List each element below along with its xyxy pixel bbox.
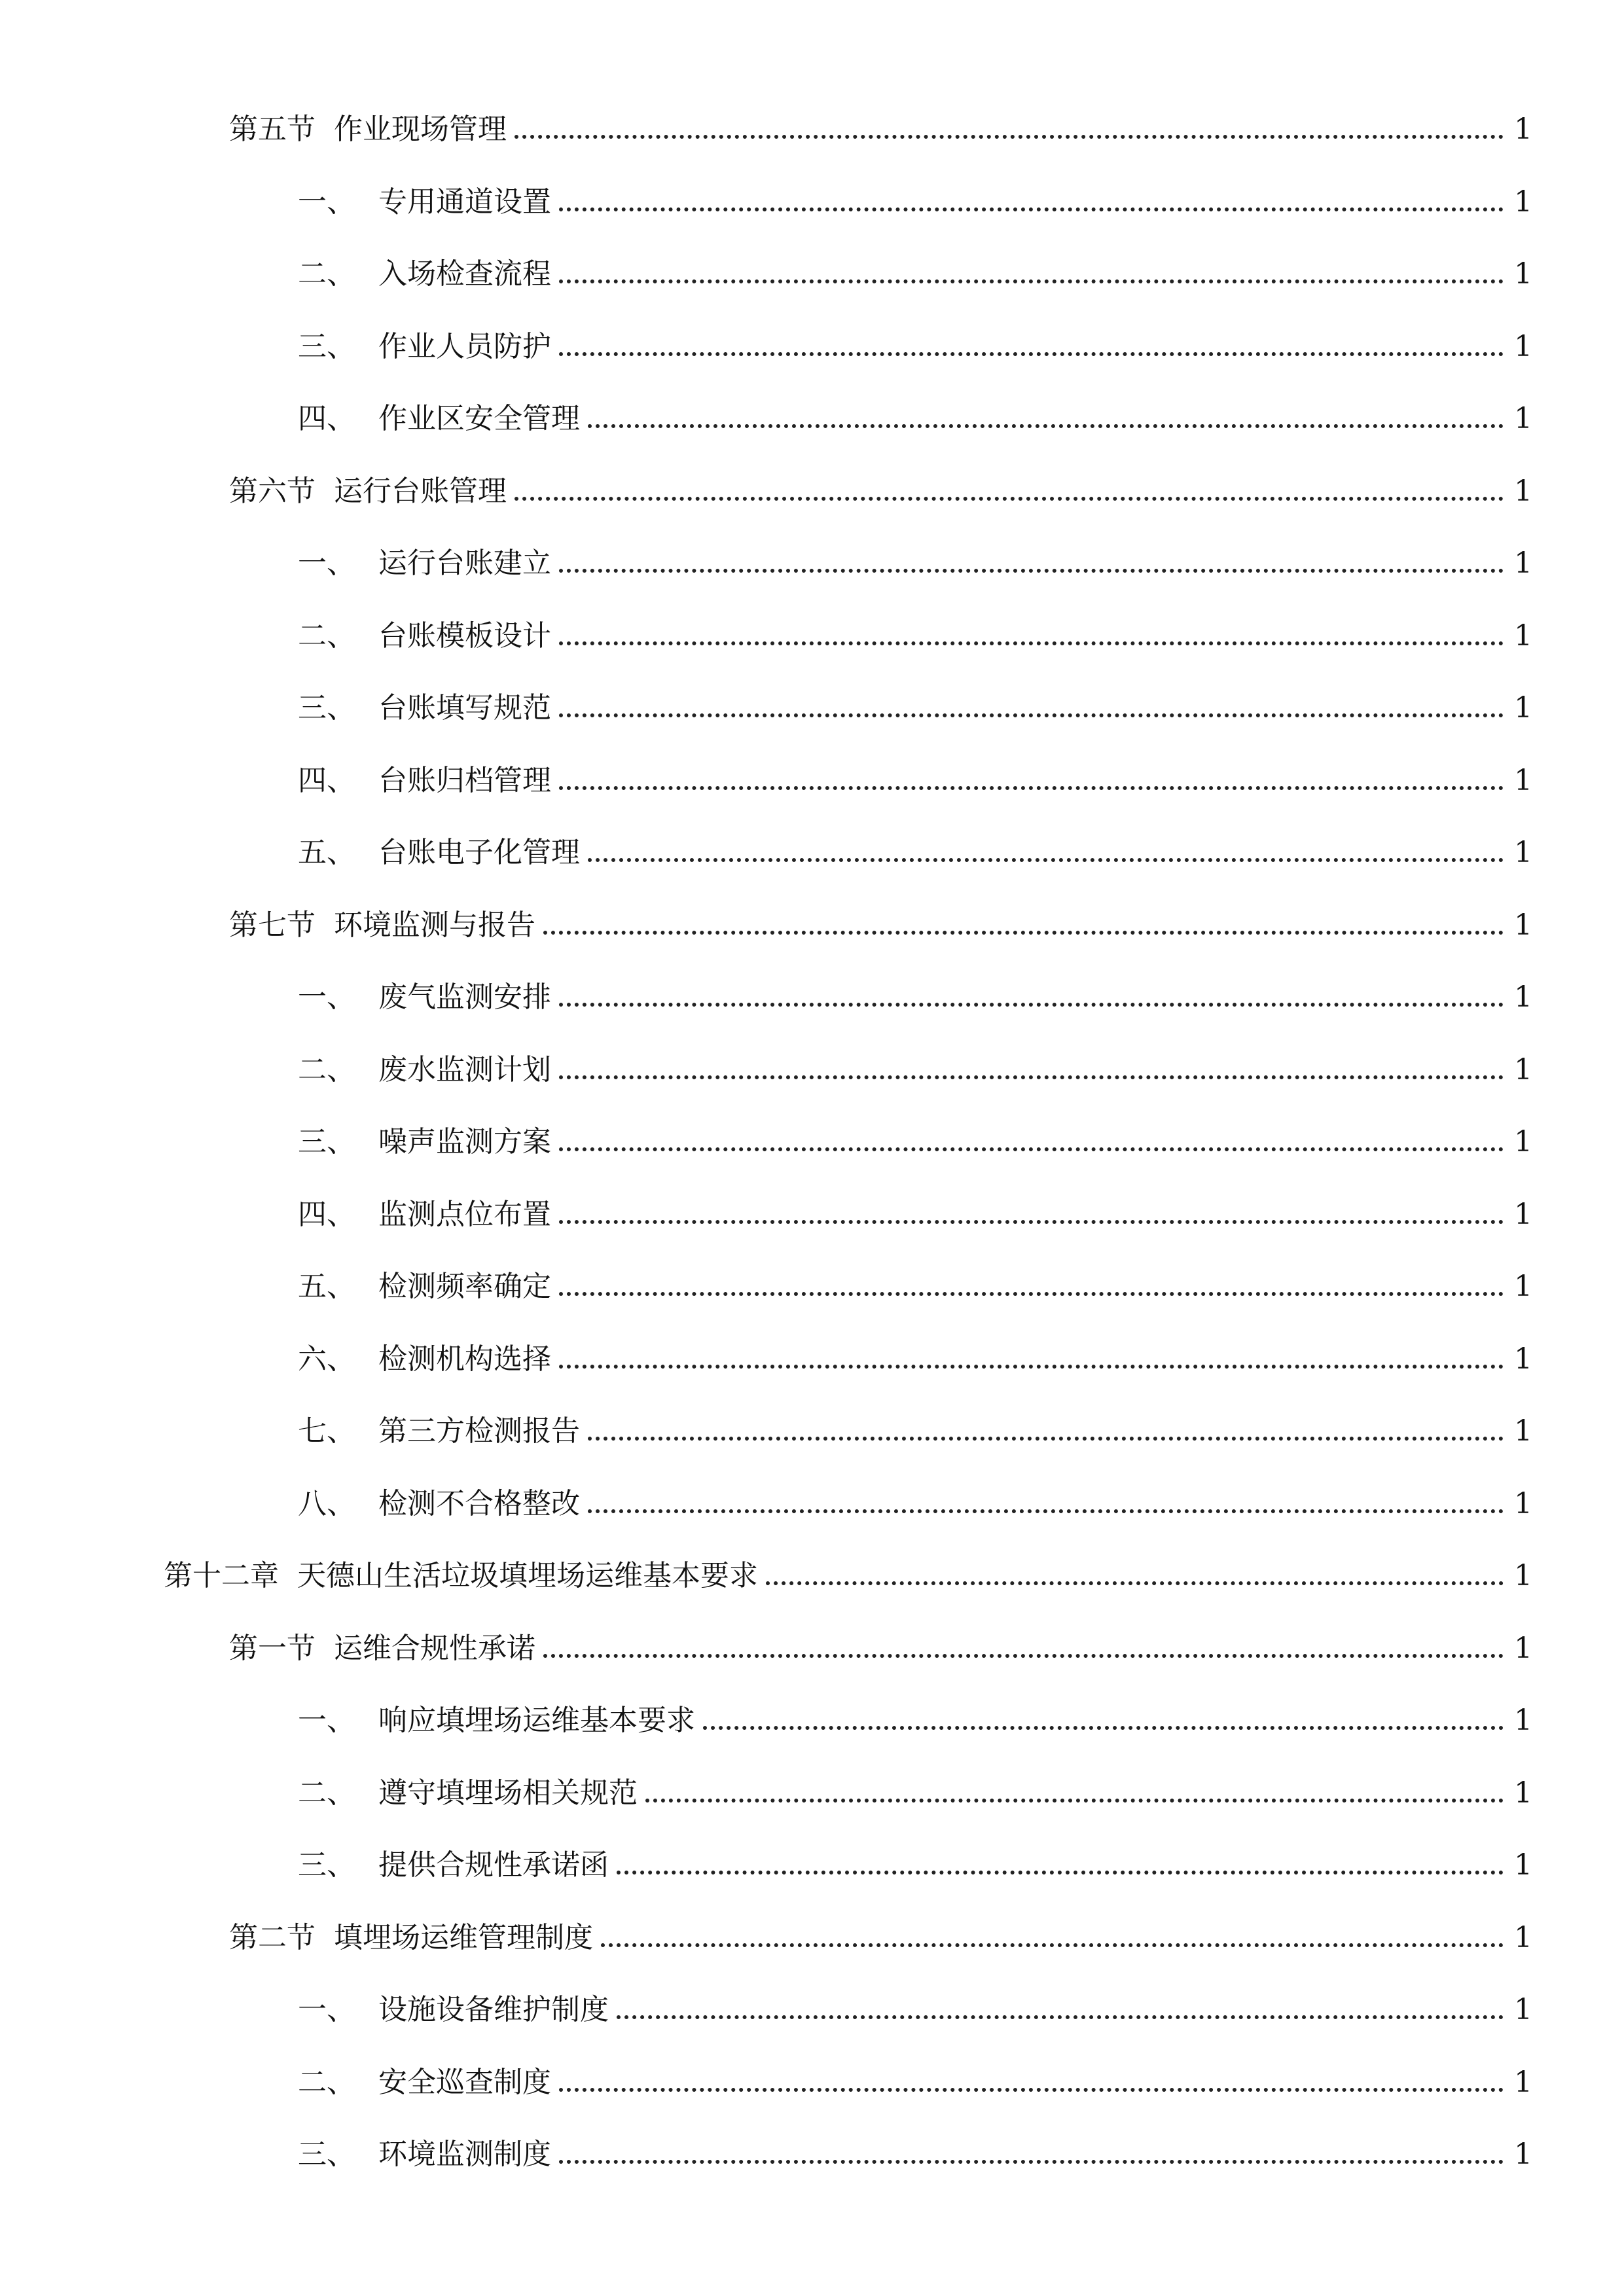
dot-leader bbox=[588, 858, 1504, 862]
dot-leader bbox=[559, 641, 1504, 645]
toc-entry-page-number: 1 bbox=[1514, 185, 1532, 219]
toc-entry[interactable] bbox=[298, 1321, 1532, 1374]
dot-leader bbox=[543, 1654, 1504, 1658]
toc-entry[interactable] bbox=[298, 1972, 1532, 2024]
toc-entry-number: 第七节 bbox=[229, 908, 316, 942]
toc-entry-number: 一、 bbox=[298, 980, 355, 1014]
toc-entry-title: 作业人员防护 bbox=[378, 329, 551, 363]
toc-entry[interactable] bbox=[298, 1249, 1532, 1301]
toc-entry[interactable] bbox=[298, 1177, 1532, 1229]
toc-entry-title: 检测机构选择 bbox=[378, 1342, 551, 1376]
toc-entry-text bbox=[229, 908, 535, 942]
toc-entry-title: 检测频率确定 bbox=[378, 1270, 551, 1303]
toc-entry-text bbox=[298, 1706, 695, 1735]
toc-entry-number: 一、 bbox=[298, 1993, 355, 2026]
toc-entry-number: 五、 bbox=[298, 1270, 355, 1303]
toc-entry-number: 二、 bbox=[298, 1052, 355, 1086]
dot-leader bbox=[559, 279, 1504, 283]
toc-entry-text bbox=[298, 691, 551, 725]
toc-entry-text bbox=[298, 329, 551, 363]
toc-entry-title: 运维合规性承诺 bbox=[334, 1631, 535, 1665]
toc-entry-number: 三、 bbox=[298, 1125, 355, 1158]
toc-entry-text bbox=[298, 1486, 580, 1520]
dot-leader bbox=[559, 2160, 1504, 2164]
toc-entry-title: 废水监测计划 bbox=[378, 1052, 551, 1086]
toc-entry[interactable] bbox=[298, 598, 1532, 651]
toc-entry-title: 监测点位布置 bbox=[378, 1197, 551, 1231]
toc-entry[interactable] bbox=[298, 2045, 1532, 2097]
toc-entry-page-number: 1 bbox=[1514, 836, 1532, 869]
toc-entry[interactable] bbox=[298, 164, 1532, 217]
toc-entry-number: 一、 bbox=[298, 547, 355, 580]
toc-entry-title: 台账填写规范 bbox=[378, 691, 551, 725]
toc-entry-page-number: 1 bbox=[1514, 1631, 1532, 1665]
dot-leader bbox=[543, 931, 1504, 935]
toc-entry[interactable] bbox=[229, 1900, 1532, 1952]
toc-entry-text bbox=[298, 619, 551, 653]
dot-leader bbox=[617, 2015, 1504, 2019]
toc-entry-title: 安全巡查制度 bbox=[378, 2065, 551, 2099]
toc-entry-text bbox=[298, 549, 551, 578]
toc-entry-text bbox=[229, 115, 507, 144]
toc-entry-text bbox=[298, 257, 551, 291]
toc-entry-title: 入场检查流程 bbox=[378, 257, 551, 291]
toc-entry-number: 四、 bbox=[298, 402, 355, 435]
dot-leader bbox=[559, 2088, 1504, 2092]
toc-entry-number: 三、 bbox=[298, 691, 355, 725]
dot-leader bbox=[588, 424, 1504, 428]
toc-entry[interactable] bbox=[229, 888, 1532, 940]
dot-leader bbox=[559, 352, 1504, 356]
toc-entry-title: 第三方检测报告 bbox=[378, 1414, 580, 1448]
toc-entry-text bbox=[298, 1125, 551, 1158]
toc-entry-text bbox=[229, 1631, 535, 1665]
toc-entry-page-number: 1 bbox=[1514, 329, 1532, 363]
toc-entry-text bbox=[298, 1993, 609, 2026]
toc-entry-title: 提供合规性承诺函 bbox=[378, 1848, 609, 1882]
dot-leader bbox=[617, 1871, 1504, 1874]
toc-entry-page-number: 1 bbox=[1514, 2065, 1532, 2099]
toc-entry-text bbox=[298, 1414, 580, 1448]
toc-entry-text bbox=[298, 1848, 609, 1882]
toc-entry-text bbox=[298, 1272, 551, 1301]
dot-leader bbox=[514, 497, 1504, 501]
toc-entry-number: 三、 bbox=[298, 2138, 355, 2171]
toc-entry-page-number: 1 bbox=[1514, 1559, 1532, 1592]
dot-leader bbox=[559, 786, 1504, 790]
toc-entry-title: 响应填埋场运维基本要求 bbox=[378, 1704, 695, 1737]
toc-entry-page-number: 1 bbox=[1514, 1704, 1532, 1737]
toc-entry-text bbox=[229, 1920, 593, 1954]
toc-entry-title: 运行台账建立 bbox=[378, 547, 551, 580]
toc-entry-title: 环境监测制度 bbox=[378, 2138, 551, 2171]
toc-entry[interactable] bbox=[298, 1683, 1532, 1735]
toc-entry[interactable] bbox=[298, 2117, 1532, 2169]
toc-entry[interactable] bbox=[298, 1755, 1532, 1808]
toc-entry-number: 二、 bbox=[298, 2065, 355, 2099]
toc-entry[interactable] bbox=[298, 1032, 1532, 1085]
toc-entry-text bbox=[298, 1342, 551, 1376]
toc-entry-title: 废气监测安排 bbox=[378, 980, 551, 1014]
toc-entry-number: 二、 bbox=[298, 257, 355, 291]
toc-entry-title: 专用通道设置 bbox=[378, 185, 551, 219]
toc-entry-title: 环境监测与报告 bbox=[334, 908, 535, 942]
toc-entry[interactable] bbox=[229, 454, 1532, 506]
toc-entry-number: 第六节 bbox=[229, 474, 316, 508]
toc-entry-page-number: 1 bbox=[1514, 1342, 1532, 1376]
toc-entry-title: 检测不合格整改 bbox=[378, 1486, 580, 1520]
toc-entry-text bbox=[298, 2065, 551, 2099]
toc-entry-page-number: 1 bbox=[1514, 1270, 1532, 1303]
toc-entry-page-number: 1 bbox=[1514, 113, 1532, 146]
toc-entry-number: 四、 bbox=[298, 763, 355, 797]
dot-leader bbox=[559, 1292, 1504, 1296]
dot-leader bbox=[703, 1726, 1504, 1730]
toc-entry-page-number: 1 bbox=[1514, 257, 1532, 291]
toc-entry-number: 六、 bbox=[298, 1342, 355, 1376]
dot-leader bbox=[559, 207, 1504, 211]
toc-entry[interactable] bbox=[298, 1104, 1532, 1157]
toc-entry-number: 八、 bbox=[298, 1486, 355, 1520]
toc-entry-page-number: 1 bbox=[1514, 1125, 1532, 1158]
toc-entry-number: 一、 bbox=[298, 185, 355, 219]
toc-entry-text bbox=[298, 763, 551, 797]
toc-entry-number: 一、 bbox=[298, 1704, 355, 1737]
toc-entry-text bbox=[298, 838, 580, 867]
toc-entry[interactable] bbox=[229, 1611, 1532, 1663]
dot-leader bbox=[559, 713, 1504, 717]
toc-entry[interactable] bbox=[298, 743, 1532, 795]
toc-entry-page-number: 1 bbox=[1514, 1486, 1532, 1520]
dot-leader bbox=[559, 569, 1504, 573]
toc-entry-page-number: 1 bbox=[1514, 1848, 1532, 1882]
toc-entry-text bbox=[298, 404, 580, 433]
toc-entry[interactable] bbox=[298, 526, 1532, 578]
toc-entry-number: 三、 bbox=[298, 1848, 355, 1882]
toc-entry-title: 天德山生活垃圾填埋场运维基本要求 bbox=[297, 1559, 758, 1592]
toc-entry-title: 填埋场运维管理制度 bbox=[334, 1920, 593, 1954]
toc-entry-text bbox=[229, 474, 507, 508]
toc-entry-page-number: 1 bbox=[1514, 402, 1532, 435]
toc-entry-number: 第十二章 bbox=[164, 1559, 279, 1592]
toc-entry[interactable] bbox=[229, 92, 1532, 144]
toc-entry-page-number: 1 bbox=[1514, 908, 1532, 942]
toc-entry[interactable] bbox=[164, 1538, 1532, 1590]
toc-entry-page-number: 1 bbox=[1514, 547, 1532, 580]
toc-entry-number: 二、 bbox=[298, 619, 355, 653]
toc-entry-page-number: 1 bbox=[1514, 980, 1532, 1014]
toc-entry-page-number: 1 bbox=[1514, 1920, 1532, 1954]
toc-entry[interactable] bbox=[298, 309, 1532, 361]
toc-entry-page-number: 1 bbox=[1514, 474, 1532, 508]
toc-entry-number: 第二节 bbox=[229, 1920, 316, 1954]
toc-entry[interactable] bbox=[298, 381, 1532, 433]
dot-leader bbox=[588, 1509, 1504, 1513]
dot-leader bbox=[559, 1365, 1504, 1369]
toc-entry-text bbox=[298, 2140, 551, 2169]
toc-entry-text bbox=[298, 1052, 551, 1086]
toc-entry-text bbox=[298, 1197, 551, 1231]
toc-entry-title: 台账归档管理 bbox=[378, 763, 551, 797]
dot-leader bbox=[559, 1147, 1504, 1151]
dot-leader bbox=[645, 1799, 1504, 1803]
toc-entry-page-number: 1 bbox=[1514, 763, 1532, 797]
toc-entry-number: 第一节 bbox=[229, 1631, 316, 1665]
toc-entry[interactable] bbox=[298, 670, 1532, 723]
toc-entry-page-number: 1 bbox=[1514, 1197, 1532, 1231]
toc-entry-text bbox=[164, 1559, 758, 1592]
toc-entry-title: 作业现场管理 bbox=[334, 113, 507, 146]
toc-entry-number: 七、 bbox=[298, 1414, 355, 1448]
toc-entry-title: 设施设备维护制度 bbox=[378, 1993, 609, 2026]
toc-entry[interactable] bbox=[298, 236, 1532, 289]
toc-entry-title: 运行台账管理 bbox=[334, 474, 507, 508]
toc-entry-number: 第五节 bbox=[229, 113, 316, 146]
dot-leader bbox=[514, 135, 1504, 139]
toc-entry-title: 噪声监测方案 bbox=[378, 1125, 551, 1158]
toc-entry-number: 二、 bbox=[298, 1776, 355, 1810]
toc-entry-page-number: 1 bbox=[1514, 1052, 1532, 1086]
toc-entry-title: 遵守填埋场相关规范 bbox=[378, 1776, 638, 1810]
toc-entry-number: 五、 bbox=[298, 836, 355, 869]
toc-entry[interactable] bbox=[298, 1466, 1532, 1518]
toc-entry[interactable] bbox=[298, 1393, 1532, 1446]
toc-entry-text bbox=[298, 1776, 638, 1810]
toc-entry[interactable] bbox=[298, 1827, 1532, 1880]
toc-entry-number: 四、 bbox=[298, 1197, 355, 1231]
dot-leader bbox=[559, 1003, 1504, 1007]
dot-leader bbox=[588, 1437, 1504, 1441]
toc-entry[interactable] bbox=[298, 815, 1532, 867]
toc-entry-title: 作业区安全管理 bbox=[378, 402, 580, 435]
toc-entry-text bbox=[298, 980, 551, 1014]
dot-leader bbox=[766, 1581, 1504, 1585]
toc-entry-number: 三、 bbox=[298, 329, 355, 363]
toc-entry[interactable] bbox=[298, 960, 1532, 1012]
toc-entry-page-number: 1 bbox=[1514, 1414, 1532, 1448]
dot-leader bbox=[559, 1075, 1504, 1079]
toc-entry-page-number: 1 bbox=[1514, 691, 1532, 725]
toc-entry-title: 台账电子化管理 bbox=[378, 836, 580, 869]
toc-entry-page-number: 1 bbox=[1514, 1776, 1532, 1810]
toc-entry-page-number: 1 bbox=[1514, 1993, 1532, 2026]
dot-leader bbox=[559, 1220, 1504, 1224]
toc-entry-text bbox=[298, 185, 551, 219]
toc-entry-title: 台账模板设计 bbox=[378, 619, 551, 653]
toc-entry-page-number: 1 bbox=[1514, 619, 1532, 653]
toc-entry-page-number: 1 bbox=[1514, 2138, 1532, 2171]
dot-leader bbox=[601, 1943, 1504, 1947]
